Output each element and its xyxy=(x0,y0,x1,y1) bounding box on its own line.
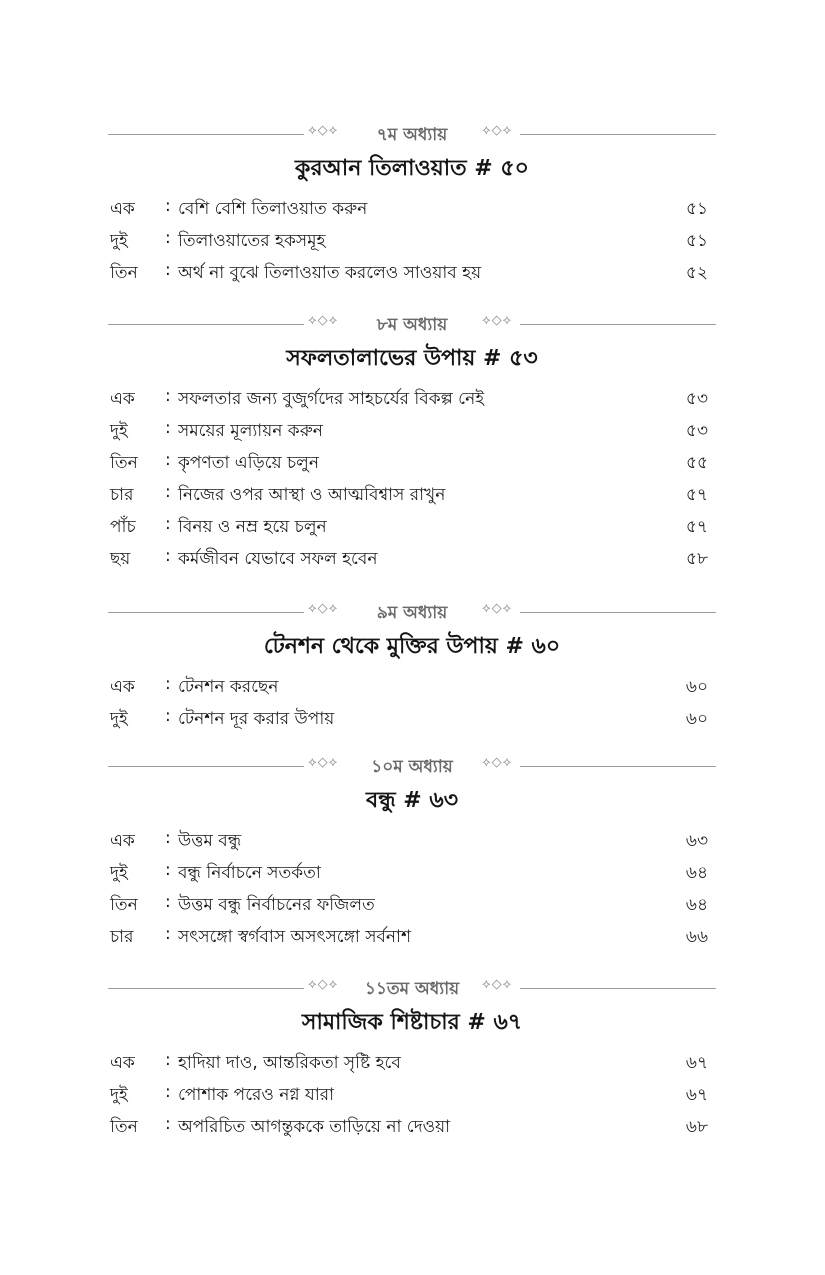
toc-entry[interactable] xyxy=(108,260,708,292)
toc-entry[interactable] xyxy=(108,860,708,892)
entry-number: চার xyxy=(110,485,134,505)
entry-title: টেনশন করছেন xyxy=(178,677,279,697)
toc-entry[interactable] xyxy=(108,924,708,956)
divider-rule-left xyxy=(108,134,304,135)
ornament-right-icon: ⟡◇⟡ xyxy=(482,123,513,138)
entry-page-number: ৬০ xyxy=(685,677,708,697)
toc-entry[interactable] xyxy=(108,228,708,260)
entry-number: দুই xyxy=(110,421,128,441)
chapter-divider xyxy=(108,120,716,150)
entry-separator: : xyxy=(165,482,171,502)
entry-page-number: ৫৮ xyxy=(685,549,708,569)
chapter-divider xyxy=(108,310,716,340)
entry-title: অপরিচিত আগন্তুককে তাড়িয়ে না দেওয়া xyxy=(178,1117,451,1137)
entry-separator: : xyxy=(165,706,171,726)
entry-list xyxy=(108,674,708,738)
entry-separator: : xyxy=(165,924,171,944)
entry-page-number: ৫৭ xyxy=(685,517,708,537)
entry-page-number: ৬৬ xyxy=(685,927,708,947)
divider-rule-left xyxy=(108,612,304,613)
entry-title: টেনশন দূর করার উপায় xyxy=(178,709,335,729)
entry-title: সময়ের মূল্যায়ন করুন xyxy=(178,421,323,441)
entry-page-number: ৬৪ xyxy=(685,895,708,915)
entry-title: তিলাওয়াতের হকসমূহ xyxy=(178,231,326,251)
entry-number: ছয় xyxy=(110,549,131,569)
toc-entry[interactable] xyxy=(108,482,708,514)
toc-entry[interactable] xyxy=(108,418,708,450)
ornament-left-icon: ⟡◇⟡ xyxy=(308,601,339,616)
entry-page-number: ৬৪ xyxy=(685,863,708,883)
entry-number: পাঁচ xyxy=(110,517,136,537)
entry-list xyxy=(108,828,708,956)
entry-separator: : xyxy=(165,674,171,694)
entry-separator: : xyxy=(165,228,171,248)
toc-entry[interactable] xyxy=(108,514,708,546)
ornament-right-icon: ⟡◇⟡ xyxy=(482,313,513,328)
chapter-label: ৮ম অধ্যায় xyxy=(376,315,448,335)
entry-separator: : xyxy=(165,1082,171,1102)
entry-title: নিজের ওপর আস্থা ও আত্মবিশ্বাস রাখুন xyxy=(178,485,446,505)
toc-entry[interactable] xyxy=(108,1114,708,1146)
entry-page-number: ৬৭ xyxy=(685,1053,708,1073)
entry-page-number: ৬০ xyxy=(685,709,708,729)
entry-separator: : xyxy=(165,196,171,216)
entry-title: বেশি বেশি তিলাওয়াত করুন xyxy=(178,199,368,219)
entry-page-number: ৫৩ xyxy=(685,389,708,409)
divider-rule-right xyxy=(520,134,716,135)
entry-title: বন্ধু নির্বাচনে সতর্কতা xyxy=(178,863,321,883)
ornament-right-icon: ⟡◇⟡ xyxy=(482,977,513,992)
divider-rule-right xyxy=(520,324,716,325)
chapter-label: ৯ম অধ্যায় xyxy=(376,603,448,623)
entry-separator: : xyxy=(165,546,171,566)
ornament-right-icon: ⟡◇⟡ xyxy=(482,755,513,770)
entry-list xyxy=(108,386,708,578)
entry-list xyxy=(108,196,708,292)
entry-page-number: ৫২ xyxy=(685,263,708,283)
entry-title: কৃপণতা এড়িয়ে চলুন xyxy=(178,453,319,473)
entry-page-number: ৬৮ xyxy=(685,1117,708,1137)
entry-page-number: ৫৭ xyxy=(685,485,708,505)
ornament-left-icon: ⟡◇⟡ xyxy=(308,977,339,992)
divider-rule-left xyxy=(108,988,304,989)
toc-entry[interactable] xyxy=(108,196,708,228)
entry-number: চার xyxy=(110,927,134,947)
chapter-title: বন্ধু # ৬৩ xyxy=(365,788,459,813)
entry-separator: : xyxy=(165,1050,171,1070)
entry-title: কর্মজীবন যেভাবে সফল হবেন xyxy=(178,549,378,569)
chapter-label: ১১তম অধ্যায় xyxy=(364,979,460,999)
chapter-title: টেনশন থেকে মুক্তির উপায় # ৬০ xyxy=(263,634,561,659)
entry-title: বিনয় ও নম্র হয়ে চলুন xyxy=(178,517,327,537)
entry-page-number: ৬৩ xyxy=(685,831,708,851)
entry-separator: : xyxy=(165,450,171,470)
chapter-title: সফলতালাভের উপায় # ৫৩ xyxy=(286,346,538,371)
ornament-left-icon: ⟡◇⟡ xyxy=(308,755,339,770)
toc-entry[interactable] xyxy=(108,450,708,482)
entry-page-number: ৬৭ xyxy=(685,1085,708,1105)
divider-rule-right xyxy=(520,612,716,613)
entry-number: তিন xyxy=(110,263,138,283)
entry-page-number: ৫৫ xyxy=(685,453,708,473)
divider-rule-left xyxy=(108,324,304,325)
entry-separator: : xyxy=(165,828,171,848)
entry-separator: : xyxy=(165,860,171,880)
entry-number: এক xyxy=(110,199,135,219)
entry-title: হাদিয়া দাও, আন্তরিকতা সৃষ্টি হবে xyxy=(178,1053,401,1073)
chapter-title: সামাজিক শিষ্টাচার # ৬৭ xyxy=(301,1010,523,1035)
entry-page-number: ৫১ xyxy=(685,231,708,251)
entry-separator: : xyxy=(165,514,171,534)
entry-number: এক xyxy=(110,1053,135,1073)
toc-entry[interactable] xyxy=(108,1050,708,1082)
chapter-label: ১০ম অধ্যায় xyxy=(371,757,453,777)
entry-separator: : xyxy=(165,386,171,406)
chapter-title: কুরআন তিলাওয়াত # ৫০ xyxy=(295,156,529,181)
ornament-right-icon: ⟡◇⟡ xyxy=(482,601,513,616)
entry-number: দুই xyxy=(110,1085,128,1105)
entry-number: দুই xyxy=(110,231,128,251)
entry-number: এক xyxy=(110,389,135,409)
entry-title: সৎসঙ্গো স্বর্গবাস অসৎসঙ্গো সর্বনাশ xyxy=(178,927,412,947)
entry-separator: : xyxy=(165,260,171,280)
entry-number: দুই xyxy=(110,863,128,883)
entry-number: দুই xyxy=(110,709,128,729)
toc-entry[interactable] xyxy=(108,706,708,738)
entry-number: এক xyxy=(110,831,135,851)
toc-entry[interactable] xyxy=(108,674,708,706)
toc-entry[interactable] xyxy=(108,546,708,578)
entry-number: এক xyxy=(110,677,135,697)
entry-list xyxy=(108,1050,708,1146)
toc-entry[interactable] xyxy=(108,1082,708,1114)
chapter-divider xyxy=(108,752,716,782)
entry-number: তিন xyxy=(110,453,138,473)
entry-title: অর্থ না বুঝে তিলাওয়াত করলেও সাওয়াব হয় xyxy=(178,263,482,283)
divider-rule-right xyxy=(520,988,716,989)
entry-separator: : xyxy=(165,892,171,912)
divider-rule-right xyxy=(520,766,716,767)
entry-title: উত্তম বন্ধু নির্বাচনের ফজিলত xyxy=(178,895,375,915)
toc-entry[interactable] xyxy=(108,828,708,860)
divider-rule-left xyxy=(108,766,304,767)
entry-separator: : xyxy=(165,1114,171,1134)
chapter-divider xyxy=(108,598,716,628)
chapter-label: ৭ম অধ্যায় xyxy=(376,125,448,145)
entry-page-number: ৫৩ xyxy=(685,421,708,441)
entry-separator: : xyxy=(165,418,171,438)
toc-entry[interactable] xyxy=(108,892,708,924)
entry-title: উত্তম বন্ধু xyxy=(178,831,242,851)
ornament-left-icon: ⟡◇⟡ xyxy=(308,123,339,138)
entry-number: তিন xyxy=(110,1117,138,1137)
entry-title: সফলতার জন্য বুজুর্গদের সাহচর্যের বিকল্প নেই xyxy=(178,389,485,409)
chapter-divider xyxy=(108,974,716,1004)
entry-number: তিন xyxy=(110,895,138,915)
entry-page-number: ৫১ xyxy=(685,199,708,219)
ornament-left-icon: ⟡◇⟡ xyxy=(308,313,339,328)
entry-title: পোশাক পরেও নগ্ন যারা xyxy=(178,1085,335,1105)
toc-entry[interactable] xyxy=(108,386,708,418)
